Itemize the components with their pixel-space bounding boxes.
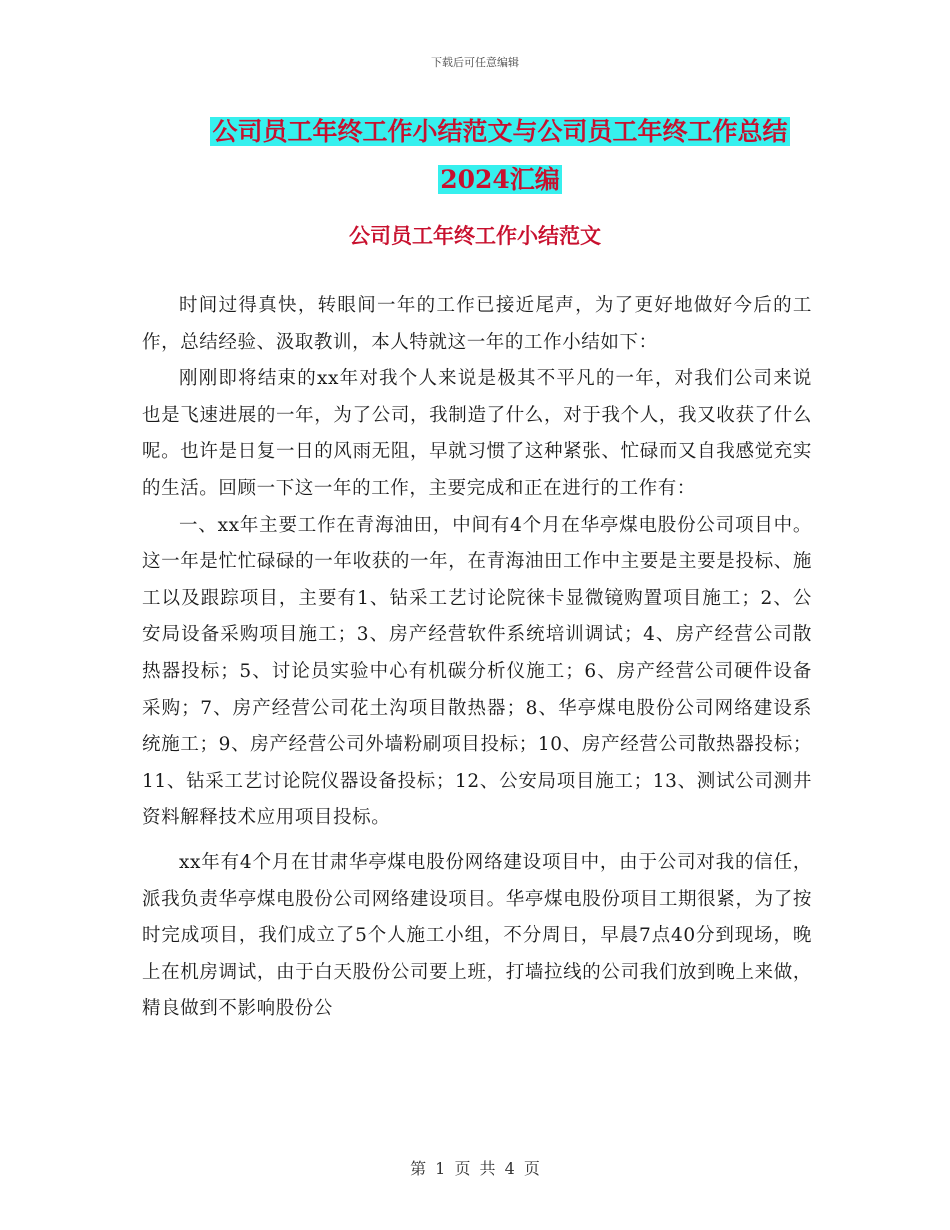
paragraph: 时间过得真快，转眼间一年的工作已接近尾声，为了更好地做好今后的工作，总结经验、汲取教训，本人特就这一年的工作小结如下： bbox=[142, 295, 812, 353]
document-title-line2: 2024汇编 bbox=[440, 165, 560, 194]
document-title-line1: 公司员工年终工作小结范文与公司员工年终工作总结 bbox=[212, 117, 788, 146]
header-note: 下载后可任意编辑 bbox=[431, 56, 519, 69]
section-title: 公司员工年终工作小结范文 bbox=[349, 223, 601, 248]
paragraph: 一、xx年主要工作在青海油田，中间有4个月在华亭煤电股份公司项目中。这一年是忙忙碌碌的一年收获的一年，在青海油田工作中主要是主要是投标、施工以及跟踪项目，主要有1、钻采工艺讨论院徕卡显微镜购置项目施工；2、公安局设备采购项目施工；3、房产经营软件系统培训调试；4、房产经营公司散热器投标；5、讨论员实验中心有机碳分析仪施工；6、房产经营公司硬件设备采购；7、房产经营公司花土沟项目散热器；8、华亭煤电股份公司网络建设系统施工；9、房产经营公司外墙粉刷项目投标；10、房产经营公司散热器投标；11、钻采工艺讨论院仪器设备投标；12、公安局项目施工；13、测试公司测井资料解释技术应用项目投标。 bbox=[142, 514, 812, 829]
document-body bbox=[142, 288, 812, 1028]
paragraph: xx年有4个月在甘肃华亭煤电股份网络建设项目中，由于公司对我的信任，派我负责华亭煤电股份公司网络建设项目。华亭煤电股份项目工期很紧，为了按时完成项目，我们成立了5个人施工小组，不分周日，早晨7点40分到现场，晚上在机房调试，由于白天股份公司要上班，打墙拉线的公司我们放到晚上来做，精良做到不影响股份公 bbox=[142, 851, 812, 1020]
paragraph: 刚刚即将结束的xx年对我个人来说是极其不平凡的一年，对我们公司来说也是飞速进展的一年，为了公司，我制造了什么，对于我个人，我又收获了什么呢。也许是日复一日的风雨无阻，早就习惯了这种紧张、忙碌而又自我感觉充实的生活。回顾一下这一年的工作，主要完成和正在进行的工作有： bbox=[142, 368, 812, 499]
document-title bbox=[180, 108, 820, 204]
page-number-footer: 第 1 页 共 4 页 bbox=[410, 1159, 540, 1178]
